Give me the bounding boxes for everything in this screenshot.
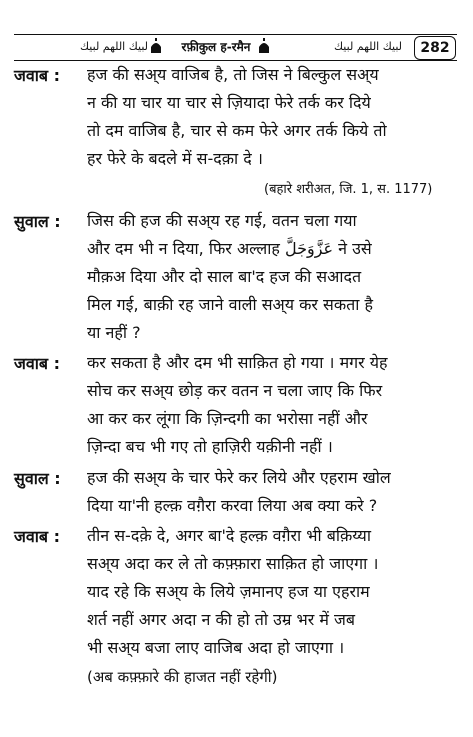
text-line: ज़िन्दा बच भी गए तो हाज़िरी यक़ीनी नहीं । bbox=[87, 437, 333, 456]
question-label: सुवाल : bbox=[14, 212, 61, 231]
page-header bbox=[14, 34, 457, 60]
header-calligraphy-right: لبيك اللهم لبيك bbox=[334, 40, 402, 53]
answer-label: जवाब : bbox=[14, 354, 61, 373]
text-line: शर्त नहीं अगर अदा न की हो तो उम्र भर में जब bbox=[87, 610, 356, 629]
header-bottom-rule bbox=[14, 60, 457, 61]
answer-label: जवाब : bbox=[14, 527, 61, 546]
question-label: सुवाल : bbox=[14, 469, 61, 488]
text-line: कर सकता है और दम भी साक़ित हो गया । मगर येह bbox=[87, 353, 388, 372]
text-line: सअ्य अदा कर ले तो कफ़्फ़ारा साक़ित हो जाएगा । bbox=[87, 554, 379, 573]
text-line: आ कर कर लूंगा कि ज़िन्दगी का भरोसा नहीं और bbox=[87, 409, 368, 428]
text-line: दिया या'नी हल्क़ वग़ैरा करवा लिया अब क्या करे ? bbox=[87, 496, 378, 515]
text-line: तो दम वाजिब है, चार से कम फेरे अगर तर्क किये तो bbox=[87, 121, 387, 140]
text-line: हज की सअ्य के चार फेरे कर लिये और एहराम खोल bbox=[87, 468, 391, 487]
text-line: और दम भी न दिया, फिर अल्लाह عَزَّوَجَلَّ ने उसे bbox=[87, 239, 372, 258]
kaaba-dome-icon bbox=[258, 38, 270, 54]
text-line: मिल गई, बाक़ी रह जाने वाली सअ्य कर सकता है bbox=[87, 295, 373, 314]
header-title: रफ़ीकुल ह-रमैन bbox=[181, 40, 251, 54]
text-line: हज की सअ्य वाजिब है, तो जिस ने बिल्कुल सअ्य bbox=[87, 65, 379, 84]
page-number: 282 bbox=[414, 36, 456, 60]
text-line: न की या चार या चार से ज़ियादा फेरे तर्क कर दिये bbox=[87, 93, 371, 112]
text-line: या नहीं ? bbox=[87, 323, 141, 342]
answer-label: जवाब : bbox=[14, 66, 61, 85]
text-line: हर फेरे के बदले में स-दक़ा दे । bbox=[87, 149, 263, 168]
text-line: याद रहे कि सअ्य के लिये ज़मानए हज या एहराम bbox=[87, 582, 370, 601]
text-line: भी सअ्य बजा लाए वाजिब अदा हो जाएगा । bbox=[87, 638, 345, 657]
citation: (बहारे शरीअत, जि. 1, स. 1177) bbox=[264, 182, 433, 197]
kaaba-dome-icon bbox=[150, 38, 162, 54]
text-line: तीन स-दक़े दे, अगर बा'दे हल्क़ वग़ैरा भी बक़िय्या bbox=[87, 526, 371, 545]
text-line: सोच कर सअ्य छोड़ कर वतन न चला जाए कि फिर bbox=[87, 381, 383, 400]
text-line: (अब कफ़्फ़ारे की हाजत नहीं रहेगी) bbox=[87, 668, 278, 686]
header-calligraphy-left: لبيك اللهم لبيك bbox=[80, 40, 148, 53]
text-line: मौक़अ दिया और दो साल बा'द हज की सआदत bbox=[87, 267, 362, 286]
text-line: जिस की हज की सअ्य रह गई, वतन चला गया bbox=[87, 211, 357, 230]
